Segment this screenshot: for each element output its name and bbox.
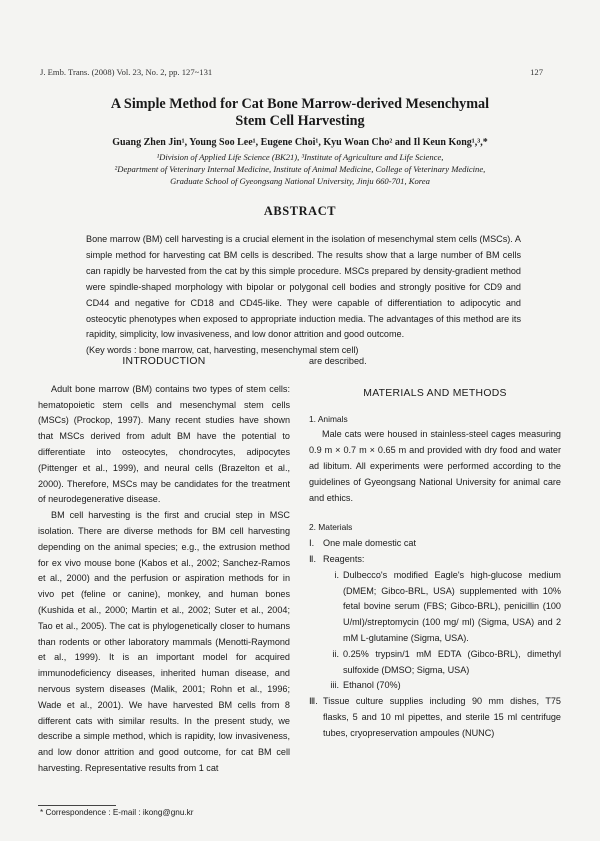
intro-paragraph-1: Adult bone marrow (BM) contains two types of stem cells: hematopoietic stem cells and mesenchymal stem cells (MSCs) (Prockop, 1997). Many recent studies have shown that MSCs derived from adult BM have the potential to differentiate into osteocytes, chondrocytes, adipocytes (Pittenger et al., 1999), and neural cells (Brazelton et al., 2000). Therefore, MSCs may be candidates for the treatment of neurodegenerative disease.: [38, 383, 290, 505]
title-line-2: Stem Cell Harvesting: [235, 113, 365, 129]
material-item-3-number: Ⅲ.: [309, 696, 318, 707]
intro-paragraph-2: BM cell harvesting is the first and crucial step in MSC isolation. There are diverse methods for BM cell harvesting depending on the animal species; e.g., the extrusion method for ex vivo mouse bone (Kabos et al., 2002; Sanchez-Ramos et al., 2000) and the perfusion or aspiration methods for in vivo pet (feline or canine), monkey, and human bones (Kushida et al., 2000; Martin et al., 2002; Suter et al., 2004; Tao et al., 2005). The cat is phylogenetically closer to humans than rodents or other laboratory mammals (Menotti-Raymond et al., 1999). It is an important model for acquired immunodeficiency diseases, inherited human disease, and nervous system diseases (Malik, 2001; Rohn et al., 1996; Wade et al., 2001). We have harvested BM cells from 8 different cats with similar results. In the present study, we describe a simple method, which is rapidity, low invasiveness, and low donor attrition and good outcome, for cat BM cell harvesting. Representative results from 1 cat: [38, 510, 290, 773]
page-number: 127: [530, 67, 543, 77]
reagent-item: [329, 568, 561, 647]
footnote-divider: [38, 805, 116, 806]
material-item-3: [309, 694, 561, 741]
journal-citation: J. Emb. Trans. (2008) Vol. 23, No. 2, pp. 127~131: [40, 67, 213, 77]
left-column: [38, 354, 290, 777]
reagent-number: ii.: [332, 648, 339, 659]
paper-title: [70, 96, 530, 130]
material-item-2-number: Ⅱ.: [309, 553, 317, 564]
author-list: Guang Zhen Jin¹, Young Soo Lee¹, Eugene Choi¹, Kyu Woan Cho² and Il Keun Kong¹,³,*: [112, 137, 488, 148]
animals-paragraph: Male cats were housed in stainless-steel cages measuring 0.9 m × 0.7 m × 0.65 m and provided with dry food and water ad libitum. All experiments were performed according to the guidelines of Gyeongsang National University for animal care and ethics.: [309, 429, 561, 503]
material-item-3-text: Tissue culture supplies including 90 mm dishes, T75 flasks, 5 and 10 ml pipettes, and sterile 15 ml centrifuge tubes, cryopreservation ampoules (NUNC): [323, 696, 561, 738]
affiliation-line-2: ²Department of Veterinary Internal Medicine, Institute of Animal Medicine, College of Veterinary Medicine,: [114, 164, 486, 174]
abstract-text: Bone marrow (BM) cell harvesting is a crucial element in the isolation of mesenchymal stem cells (MSCs). A simple method for harvesting cat BM cells is described. The results show that a large number of BM cells can rapidly be harvested from the cat by this simple procedure. MSCs prepared by density-gradient method were spindle-shaped morphology with bipolar or polygonal cell bodies and strongly positive for CD9 and CD44 and negative for CD18 and CD45-like. They were capable of differentiation to adipocytic and osteocytic phenotypes when exposed to appropriate induction media. The advantages of this method are its rapidity, simplicity, low invasiveness, and low donor attrition and good outcome.: [86, 234, 521, 340]
material-item-2: [309, 552, 561, 568]
reagent-item: [329, 678, 561, 694]
materials-methods-heading: MATERIALS AND METHODS: [363, 387, 507, 399]
material-item-1: [309, 536, 561, 552]
material-item-1-text: One male domestic cat: [323, 538, 416, 549]
introduction-heading: INTRODUCTION: [122, 356, 206, 367]
abstract-block: [86, 232, 521, 359]
title-line-1: A Simple Method for Cat Bone Marrow-derived Mesenchymal: [110, 96, 490, 112]
continuation-text: are described.: [309, 356, 367, 366]
reagent-number: i.: [334, 569, 339, 580]
keywords: (Key words : bone marrow, cat, harvesting, mesenchymal stem cell): [86, 345, 359, 356]
abstract-heading: ABSTRACT: [263, 204, 337, 218]
animals-subheading: 1. Animals: [309, 413, 348, 424]
material-item-1-number: Ⅰ.: [309, 538, 315, 549]
reagent-number: iii.: [330, 680, 339, 691]
reagent-text: Ethanol (70%): [343, 680, 401, 691]
affiliation-line-3: Graduate School of Gyeongsang National University, Jinju 660-701, Korea: [170, 176, 430, 186]
affiliation-line-1: ¹Division of Applied Life Science (BK21), ³Institute of Agriculture and Life Science,: [156, 152, 444, 162]
reagent-text: 0.25% trypsin/1 mM EDTA (Gibco-BRL), dimethyl sulfoxide (DMSO; Sigma, USA): [343, 648, 561, 675]
correspondence-footnote: * Correspondence : E-mail : ikong@gnu.kr: [40, 808, 194, 817]
material-item-2-text: Reagents:: [323, 553, 365, 564]
reagent-text: Dulbecco's modified Eagle's high-glucose medium (DMEM; Gibco-BRL, USA) supplemented with 10% fetal bovine serum (FBS; Gibco-BRL), penicillin (100 U/ml)/streptomycin (100 mg/ ml) (Sigma, USA) and 2 mM L-glutamine (Sigma, USA).: [343, 569, 561, 643]
right-column: [309, 354, 561, 742]
reagent-item: [329, 647, 561, 679]
materials-subheading: 2. Materials: [309, 522, 353, 533]
